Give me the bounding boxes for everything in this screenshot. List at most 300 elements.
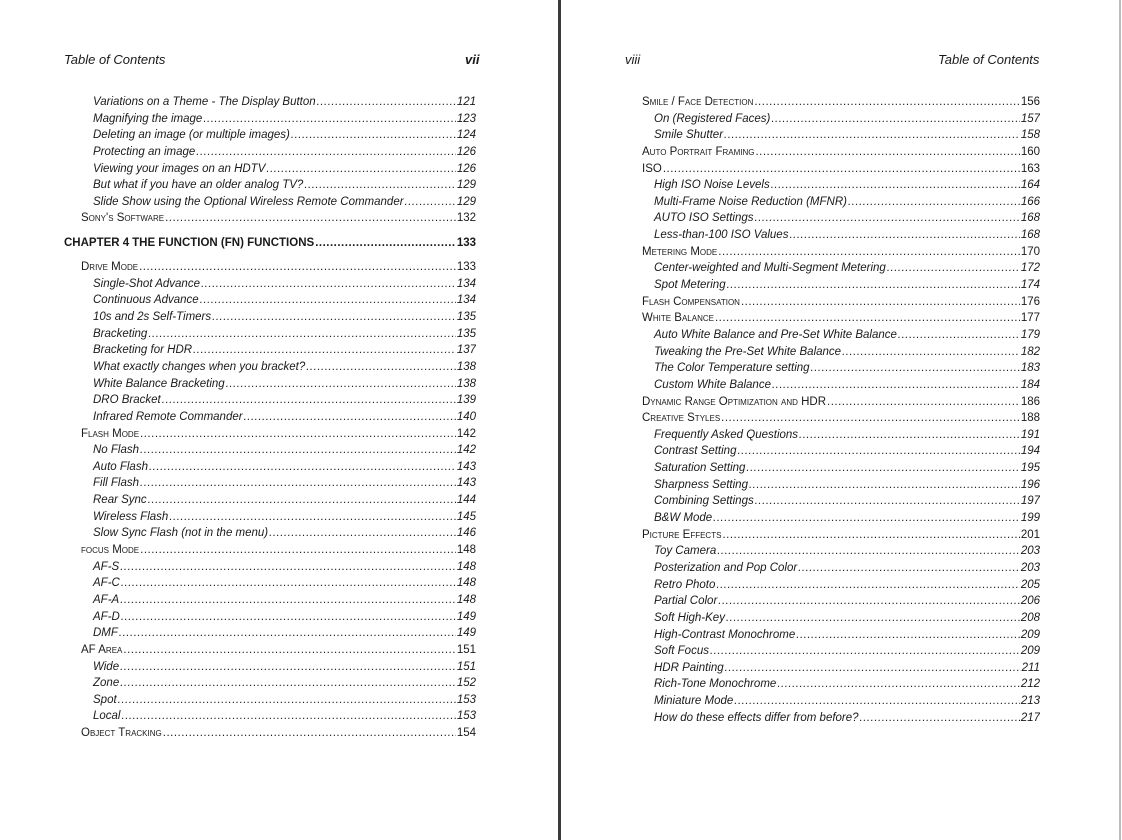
- toc-page-number: 142: [456, 427, 476, 440]
- toc-page-number: 148: [456, 577, 476, 590]
- dot-leader: [203, 111, 456, 128]
- toc-page-number: 203: [1020, 561, 1040, 574]
- toc-section-entry: [642, 527, 1040, 544]
- toc-page-number: 177: [1020, 312, 1040, 325]
- toc-page-number: 203: [1020, 545, 1040, 558]
- toc-subsection-entry: [64, 525, 476, 542]
- toc-entry-title: Smile / Face Detection: [642, 96, 754, 108]
- toc-entry-title: Sharpness Setting: [654, 478, 748, 491]
- toc-page-number: 158: [1020, 129, 1040, 142]
- toc-entry-title: Single-Shot Advance: [93, 277, 200, 290]
- toc-subsection-entry: [642, 377, 1040, 394]
- toc-page-number: 154: [456, 727, 476, 740]
- page-number: viii: [625, 52, 641, 67]
- toc-subsection-entry: [642, 510, 1040, 527]
- toc-entry-title: Rich-Tone Monochrome: [654, 678, 777, 691]
- dot-leader: [148, 492, 456, 509]
- dot-leader: [771, 177, 1020, 194]
- dot-leader: [727, 277, 1020, 294]
- toc-subsection-entry: [64, 692, 476, 709]
- toc-page-number: 209: [1020, 645, 1040, 658]
- toc-entry-title: CHAPTER 4: [64, 237, 130, 250]
- toc-page-number: 133: [456, 237, 476, 250]
- toc-page-number: 134: [456, 294, 476, 307]
- dot-leader: [789, 227, 1019, 244]
- toc-page-number: 152: [456, 677, 476, 690]
- dot-leader: [771, 111, 1019, 128]
- toc-subsection-entry: [642, 676, 1040, 693]
- toc-entry-title: AF-D: [93, 610, 120, 623]
- toc-subsection-entry: [64, 326, 476, 343]
- toc-subsection-entry: [642, 627, 1040, 644]
- toc-entry-title: Deleting an image (or multiple images): [93, 129, 290, 142]
- toc-page-number: 170: [1020, 245, 1040, 258]
- toc-page-number: 151: [456, 660, 476, 673]
- toc-section-entry: [642, 244, 1040, 261]
- toc-entry-title: Local: [93, 710, 121, 723]
- toc-entry-title: Flash Compensation: [642, 295, 740, 308]
- toc-subsection-entry: [64, 559, 476, 576]
- dot-leader: [755, 210, 1020, 227]
- toc-subsection-entry: [64, 708, 476, 725]
- dot-leader: [722, 527, 1019, 544]
- toc-subsection-entry: [642, 127, 1040, 144]
- toc-page-number: 160: [1020, 145, 1040, 158]
- left-page: [0, 0, 558, 840]
- toc-page-number: 186: [1020, 395, 1040, 408]
- toc-page-number: 124: [456, 129, 476, 142]
- dot-leader: [749, 477, 1020, 494]
- toc-entry-title: Continuous Advance: [93, 294, 199, 307]
- dot-leader: [725, 660, 1021, 677]
- toc-subsection-entry: [642, 660, 1040, 677]
- toc-page-number: 157: [1020, 112, 1040, 125]
- toc-page-number: 184: [1020, 378, 1040, 391]
- dot-leader: [139, 259, 456, 276]
- toc-entry-title: Frequently Asked Questions: [654, 428, 799, 441]
- toc-page-number: 211: [1021, 661, 1040, 674]
- toc-page-number: 153: [456, 710, 476, 723]
- toc-entry-title: But what if you have an older analog TV?: [93, 179, 304, 192]
- toc-subsection-entry: [642, 693, 1040, 710]
- toc-subsection-entry: [642, 577, 1040, 594]
- toc-subsection-entry: [642, 443, 1040, 460]
- dot-leader: [162, 392, 456, 409]
- toc-subsection-entry: [64, 309, 476, 326]
- dot-leader: [244, 409, 456, 426]
- toc-subsection-entry: [64, 675, 476, 692]
- dot-leader: [304, 177, 455, 194]
- running-header-title: Table of Contents: [64, 52, 166, 67]
- toc-subsection-entry: [64, 625, 476, 642]
- toc-entry-title: Posterization and Pop Color: [654, 561, 798, 574]
- toc-entry-title: Object Tracking: [81, 727, 162, 740]
- dot-leader: [120, 659, 456, 676]
- toc-section-entry: [64, 426, 476, 443]
- toc-subsection-entry: [64, 342, 476, 359]
- dot-leader: [848, 194, 1020, 211]
- dot-leader: [266, 161, 455, 178]
- toc-page-number: 148: [456, 593, 476, 606]
- toc-subsection-entry: [642, 277, 1040, 294]
- toc-subsection-entry: [642, 194, 1040, 211]
- dot-leader: [715, 310, 1020, 327]
- dot-leader: [405, 194, 456, 211]
- toc-page-number: 138: [456, 377, 476, 390]
- toc-subsection-entry: [642, 210, 1040, 227]
- toc-entry-title: The Color Temperature setting: [654, 362, 810, 375]
- toc-subsection-entry: [64, 609, 476, 626]
- toc-page-number: 212: [1020, 678, 1040, 691]
- toc-entry-title: No Flash: [93, 444, 140, 457]
- toc-page-number: 174: [1020, 279, 1040, 292]
- dot-leader: [201, 276, 456, 293]
- toc-subsection-entry: [64, 359, 476, 376]
- toc-entry-title: What exactly changes when you bracket?: [93, 360, 306, 373]
- toc-chapter-title: THE FUNCTION (FN) FUNCTIONS: [132, 237, 315, 250]
- toc-entry-title: DRO Bracket: [93, 394, 161, 407]
- toc-section-entry: [642, 94, 1040, 111]
- toc-page-number: 195: [1020, 462, 1040, 475]
- toc-list: [642, 94, 1040, 726]
- toc-subsection-entry: [64, 592, 476, 609]
- right-page: [562, 0, 1122, 840]
- toc-entry-title: Smile Shutter: [654, 129, 724, 142]
- toc-page-number: 135: [456, 327, 476, 340]
- dot-leader: [860, 710, 1020, 727]
- toc-subsection-entry: [64, 276, 476, 293]
- dot-leader: [269, 525, 456, 542]
- toc-subsection-entry: [64, 376, 476, 393]
- toc-section-entry: [642, 144, 1040, 161]
- toc-section-entry: [642, 394, 1040, 411]
- toc-page-number: 182: [1020, 345, 1040, 358]
- toc-page-number: 179: [1020, 328, 1040, 341]
- toc-page-number: 134: [456, 277, 476, 290]
- toc-entry-title: Auto White Balance and Pre-Set White Balance: [654, 328, 897, 341]
- toc-page-number: 121: [456, 96, 476, 108]
- dot-leader: [887, 260, 1020, 277]
- toc-page-number: 151: [456, 643, 476, 656]
- toc-entry-title: Viewing your images on an HDTV: [93, 162, 266, 175]
- dot-leader: [193, 342, 456, 359]
- toc-page-number: 143: [456, 460, 476, 473]
- dot-leader: [710, 643, 1020, 660]
- toc-entry-title: HDR Painting: [654, 661, 724, 674]
- toc-entry-title: Auto Portrait Framing: [642, 145, 755, 158]
- toc-subsection-entry: [64, 194, 476, 211]
- dot-leader: [226, 376, 456, 393]
- toc-entry-title: Contrast Setting: [654, 445, 737, 458]
- toc-subsection-entry: [642, 177, 1040, 194]
- toc-subsection-entry: [64, 144, 476, 161]
- toc-entry-title: Sony's Software: [81, 212, 165, 225]
- dot-leader: [721, 410, 1020, 427]
- toc-page-number: 153: [456, 693, 476, 706]
- toc-subsection-entry: [642, 260, 1040, 277]
- toc-page-number: 144: [456, 494, 476, 507]
- toc-subsection-entry: [64, 509, 476, 526]
- toc-entry-title: Variations on a Theme - The Display Button: [93, 96, 316, 108]
- dot-leader: [140, 542, 456, 559]
- toc-entry-title: Spot: [93, 693, 117, 706]
- toc-page-number: 126: [456, 162, 476, 175]
- toc-entry-title: High ISO Noise Levels: [654, 179, 770, 192]
- toc-subsection-entry: [64, 492, 476, 509]
- toc-page-number: 148: [456, 560, 476, 573]
- toc-subsection-entry: [64, 409, 476, 426]
- toc-subsection-entry: [642, 710, 1040, 727]
- toc-entry-title: Slow Sync Flash (not in the menu): [93, 527, 269, 540]
- toc-subsection-entry: [642, 477, 1040, 494]
- toc-entry-title: Saturation Setting: [654, 462, 746, 475]
- dot-leader: [734, 693, 1020, 710]
- toc-entry-title: AF-C: [93, 577, 120, 590]
- toc-entry-title: DMF: [93, 627, 118, 640]
- toc-subsection-entry: [64, 111, 476, 128]
- toc-entry-title: High-Contrast Monochrome: [654, 628, 796, 641]
- dot-leader: [149, 459, 456, 476]
- dot-leader: [196, 144, 456, 161]
- toc-subsection-entry: [642, 493, 1040, 510]
- toc-page-number: 137: [456, 344, 476, 357]
- toc-entry-title: Auto Flash: [93, 460, 148, 473]
- toc-page-number: 205: [1020, 578, 1040, 591]
- toc-subsection-entry: [642, 560, 1040, 577]
- dot-leader: [306, 359, 456, 376]
- dot-leader: [165, 210, 456, 227]
- toc-page-number: 168: [1020, 212, 1040, 225]
- dot-leader: [291, 127, 456, 144]
- toc-page-number: 163: [1020, 162, 1040, 175]
- dot-leader: [140, 475, 456, 492]
- dot-leader: [148, 326, 455, 343]
- toc-entry-title: Bracketing for HDR: [93, 344, 193, 357]
- toc-section-entry: [642, 310, 1040, 327]
- toc-entry-title: Center-weighted and Multi-Segment Metering: [654, 262, 886, 275]
- toc-page-number: 149: [456, 627, 476, 640]
- toc-entry-title: Bracketing: [93, 327, 148, 340]
- toc-section-entry: [642, 294, 1040, 311]
- toc-entry-title: Soft Focus: [654, 645, 709, 658]
- toc-section-entry: [64, 725, 476, 742]
- toc-entry-title: AF-A: [93, 593, 120, 606]
- dot-leader: [317, 94, 456, 111]
- toc-entry-title: Rear Sync: [93, 494, 147, 507]
- toc-page-number: 213: [1020, 695, 1040, 708]
- dot-leader: [140, 426, 456, 443]
- toc-page-number: 146: [456, 527, 476, 540]
- toc-page-number: 156: [1020, 96, 1040, 108]
- toc-page-number: 191: [1020, 428, 1040, 441]
- toc-page-number: 199: [1020, 512, 1040, 525]
- toc-subsection-entry: [642, 227, 1040, 244]
- dot-leader: [798, 560, 1020, 577]
- toc-page-number: 129: [456, 179, 476, 192]
- toc-entry-title: Wireless Flash: [93, 510, 169, 523]
- toc-entry-title: Toy Camera: [654, 545, 717, 558]
- toc-subsection-entry: [64, 392, 476, 409]
- toc-entry-title: Flash Mode: [81, 427, 140, 440]
- toc-page-number: 135: [456, 311, 476, 324]
- page-number: vii: [465, 52, 480, 67]
- toc-entry-title: Zone: [93, 677, 120, 690]
- dot-leader: [726, 610, 1020, 627]
- toc-subsection-entry: [642, 460, 1040, 477]
- toc-page-number: 142: [456, 444, 476, 457]
- toc-page-number: 206: [1020, 595, 1040, 608]
- page-edge: [1119, 0, 1121, 840]
- toc-entry-title: Multi-Frame Noise Reduction (MFNR): [654, 195, 847, 208]
- toc-page-number: 166: [1020, 195, 1040, 208]
- toc-entry-title: Creative Styles: [642, 412, 721, 425]
- dot-leader: [772, 377, 1020, 394]
- dot-leader: [799, 427, 1020, 444]
- toc-page-number: 196: [1020, 478, 1040, 491]
- toc-page-number: 129: [456, 195, 476, 208]
- toc-entry-title: AF Area: [81, 643, 123, 656]
- toc-subsection-entry: [642, 327, 1040, 344]
- toc-entry-title: White Balance Bracketing: [93, 377, 225, 390]
- dot-leader: [737, 443, 1019, 460]
- toc-page-number: 143: [456, 477, 476, 490]
- toc-page-number: 140: [456, 410, 476, 423]
- dot-leader: [140, 442, 456, 459]
- toc-page-number: 123: [456, 112, 476, 125]
- toc-entry-title: Fill Flash: [93, 477, 140, 490]
- toc-section-entry: [642, 410, 1040, 427]
- toc-subsection-entry: [64, 177, 476, 194]
- toc-entry-title: On (Registered Faces): [654, 112, 771, 125]
- dot-leader: [898, 327, 1020, 344]
- toc-entry-title: Less-than-100 ISO Values: [654, 229, 789, 242]
- toc-subsection-entry: [642, 360, 1040, 377]
- toc-subsection-entry: [642, 643, 1040, 660]
- toc-entry-title: ISO: [642, 162, 662, 175]
- toc-subsection-entry: [64, 442, 476, 459]
- toc-section-entry: [64, 259, 476, 276]
- dot-leader: [120, 592, 456, 609]
- dot-leader: [163, 725, 456, 742]
- toc-subsection-entry: [64, 475, 476, 492]
- toc-entry-title: focus Mode: [81, 544, 140, 557]
- dot-leader: [777, 676, 1020, 693]
- toc-subsection-entry: [642, 111, 1040, 128]
- dot-leader: [717, 543, 1020, 560]
- dot-leader: [169, 509, 456, 526]
- dot-leader: [827, 394, 1020, 411]
- toc-page-number: 149: [456, 610, 476, 623]
- toc-subsection-entry: [642, 610, 1040, 627]
- toc-page-number: 133: [456, 261, 476, 274]
- dot-leader: [746, 460, 1019, 477]
- dot-leader: [718, 244, 1020, 261]
- toc-section-entry: [64, 210, 476, 227]
- toc-entry-title: How do these effects differ from before?: [654, 711, 859, 724]
- dot-leader: [118, 692, 456, 709]
- toc-entry-title: Infrared Remote Commander: [93, 410, 243, 423]
- toc-subsection-entry: [64, 94, 476, 111]
- toc-page-number: 208: [1020, 611, 1040, 624]
- dot-leader: [663, 161, 1020, 178]
- toc-page-number: 168: [1020, 229, 1040, 242]
- toc-entry-title: Combining Settings: [654, 495, 754, 508]
- dot-leader: [315, 235, 456, 251]
- toc-entry-title: Magnifying the image: [93, 112, 203, 125]
- toc-entry-title: Slide Show using the Optional Wireless Remote Commander: [93, 195, 404, 208]
- dot-leader: [212, 309, 456, 326]
- toc-entry-title: Partial Color: [654, 595, 718, 608]
- toc-page-number: 183: [1020, 362, 1040, 375]
- toc-entry-title: Tweaking the Pre-Set White Balance: [654, 345, 842, 358]
- toc-page-number: 197: [1020, 495, 1040, 508]
- toc-page-number: 188: [1020, 412, 1040, 425]
- toc-page-number: 126: [456, 145, 476, 158]
- toc-subsection-entry: [64, 161, 476, 178]
- toc-entry-title: Metering Mode: [642, 245, 718, 258]
- toc-subsection-entry: [64, 659, 476, 676]
- toc-section-entry: [64, 542, 476, 559]
- toc-chapter-entry: [64, 235, 476, 251]
- dot-leader: [754, 94, 1019, 111]
- dot-leader: [811, 360, 1020, 377]
- toc-entry-title: Spot Metering: [654, 279, 726, 292]
- dot-leader: [796, 627, 1020, 644]
- dot-leader: [121, 575, 456, 592]
- dot-leader: [755, 493, 1020, 510]
- toc-page-number: 201: [1020, 528, 1040, 541]
- toc-entry-title: White Balance: [642, 312, 714, 325]
- toc-entry-title: Miniature Mode: [654, 695, 734, 708]
- toc-subsection-entry: [64, 459, 476, 476]
- toc-list: [64, 94, 476, 742]
- toc-page-number: 132: [456, 212, 476, 225]
- toc-page-number: 209: [1020, 628, 1040, 641]
- dot-leader: [122, 708, 456, 725]
- toc-entry-title: Custom White Balance: [654, 378, 771, 391]
- dot-leader: [713, 510, 1020, 527]
- toc-page-number: 139: [456, 394, 476, 407]
- toc-subsection-entry: [642, 593, 1040, 610]
- toc-page-number: 145: [456, 510, 476, 523]
- dot-leader: [200, 292, 456, 309]
- dot-leader: [123, 642, 455, 659]
- dot-leader: [119, 625, 456, 642]
- toc-page-number: 148: [456, 544, 476, 557]
- dot-leader: [755, 144, 1019, 161]
- toc-page-number: 217: [1020, 711, 1040, 724]
- toc-section-entry: [642, 161, 1040, 178]
- toc-section-entry: [64, 642, 476, 659]
- toc-entry-title: Soft High-Key: [654, 611, 725, 624]
- toc-entry-title: Wide: [93, 660, 120, 673]
- toc-subsection-entry: [64, 127, 476, 144]
- dot-leader: [121, 609, 456, 626]
- toc-page-number: 194: [1020, 445, 1040, 458]
- toc-page-number: 138: [456, 360, 476, 373]
- book-spine: [558, 0, 561, 840]
- toc-entry-title: B&W Mode: [654, 512, 713, 525]
- toc-entry-title: AUTO ISO Settings: [654, 212, 754, 225]
- toc-subsection-entry: [64, 575, 476, 592]
- dot-leader: [120, 559, 456, 576]
- dot-leader: [741, 294, 1020, 311]
- dot-leader: [120, 675, 456, 692]
- toc-subsection-entry: [642, 543, 1040, 560]
- toc-subsection-entry: [642, 427, 1040, 444]
- toc-entry-title: Picture Effects: [642, 528, 722, 541]
- toc-entry-title: Protecting an image: [93, 145, 196, 158]
